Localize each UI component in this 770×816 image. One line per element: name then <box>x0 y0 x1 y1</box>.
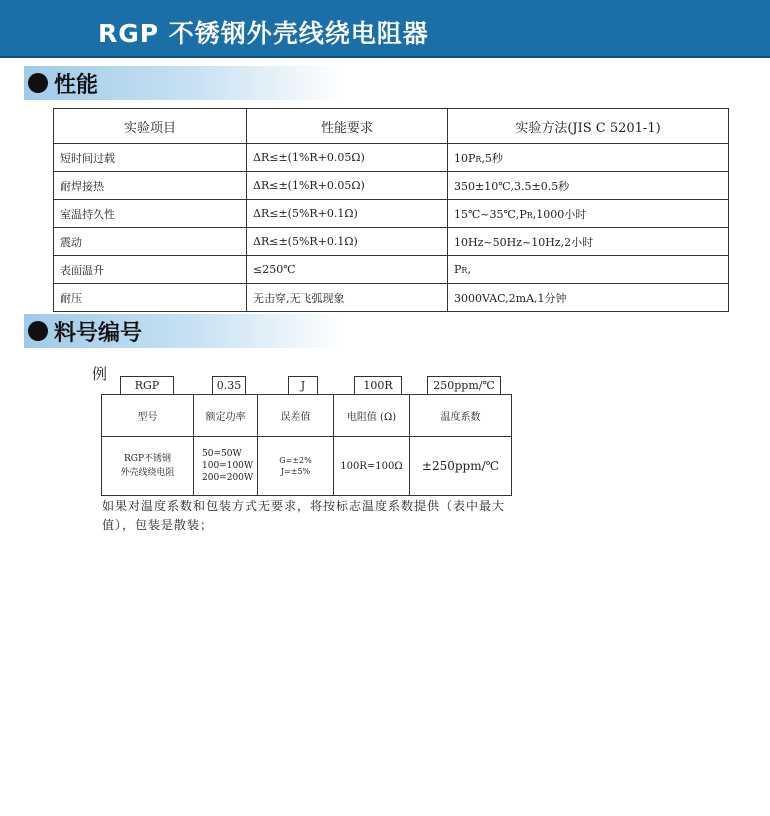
column-header: 型号 <box>102 395 194 437</box>
column-header: 实验方法(JIS C 5201-1) <box>448 109 729 144</box>
table-row <box>54 284 729 312</box>
header-bar <box>0 0 770 56</box>
code-tolerance: J <box>288 376 318 395</box>
page-title: RGP 不锈钢外壳线绕电阻器 <box>98 19 429 48</box>
requirement: 无击穿,无飞弧现象 <box>247 284 448 312</box>
power-cell: 50=50W 100=100W 200=200W <box>194 437 258 496</box>
test-method: PR, <box>448 256 729 284</box>
test-item: 耐焊接热 <box>54 172 247 200</box>
code-model: RGP <box>120 376 174 395</box>
column-header: 温度系数 <box>410 395 512 437</box>
example-label: 例 <box>92 365 108 383</box>
note-text: 如果对温度系数和包装方式无要求，将按标志温度系数提供（表中最大值），包装是散装； <box>102 499 506 532</box>
test-method: 3000VAC,2mA,1分钟 <box>448 284 729 312</box>
table-row <box>54 228 729 256</box>
column-header: 性能要求 <box>247 109 448 144</box>
requirement: ΔR≤±(1%R+0.05Ω) <box>247 172 448 200</box>
column-header: 电阻值 (Ω) <box>334 395 410 437</box>
table-header-row <box>54 109 729 144</box>
table-row <box>54 256 729 284</box>
test-item: 短时间过载 <box>54 144 247 172</box>
column-header: 额定功率 <box>194 395 258 437</box>
column-header: 误差值 <box>258 395 334 437</box>
table-header-row <box>102 395 512 437</box>
table-row <box>54 172 729 200</box>
requirement: ≤250℃ <box>247 256 448 284</box>
requirement: ΔR≤±(5%R+0.1Ω) <box>247 228 448 256</box>
table-row <box>54 200 729 228</box>
header-divider <box>0 56 770 58</box>
bullet-icon <box>28 73 48 93</box>
resistance-cell: 100R=100Ω <box>334 437 410 496</box>
table-row <box>54 144 729 172</box>
test-method: 350±10℃,3.5±0.5秒 <box>448 172 729 200</box>
bullet-icon <box>28 321 48 341</box>
model-cell: RGP不锈钢 外壳线绕电阻 <box>102 437 194 496</box>
table-row <box>102 437 512 496</box>
test-item: 耐压 <box>54 284 247 312</box>
requirement: ΔR≤±(1%R+0.05Ω) <box>247 144 448 172</box>
column-header: 实验项目 <box>54 109 247 144</box>
section-title: 料号编号 <box>54 321 143 346</box>
code-tcr: 250ppm/℃ <box>427 376 501 395</box>
test-item: 室温持久性 <box>54 200 247 228</box>
section-performance <box>24 66 344 100</box>
section-title: 性能 <box>54 73 99 98</box>
test-method: 10PR,5秒 <box>448 144 729 172</box>
test-item: 表面温升 <box>54 256 247 284</box>
test-method: 10Hz~50Hz~10Hz,2小时 <box>448 228 729 256</box>
section-part-number <box>24 314 344 348</box>
tcr-cell: ±250ppm/℃ <box>410 437 512 496</box>
part-number-table <box>101 394 512 496</box>
tolerance-cell: G=±2% J=±5% <box>258 437 334 496</box>
code-resistance: 100R <box>354 376 402 395</box>
requirement: ΔR≤±(5%R+0.1Ω) <box>247 200 448 228</box>
test-item: 震动 <box>54 228 247 256</box>
performance-table <box>53 108 729 312</box>
test-method: 15℃~35℃,PR,1000小时 <box>448 200 729 228</box>
code-power: 0.35 <box>212 376 246 395</box>
